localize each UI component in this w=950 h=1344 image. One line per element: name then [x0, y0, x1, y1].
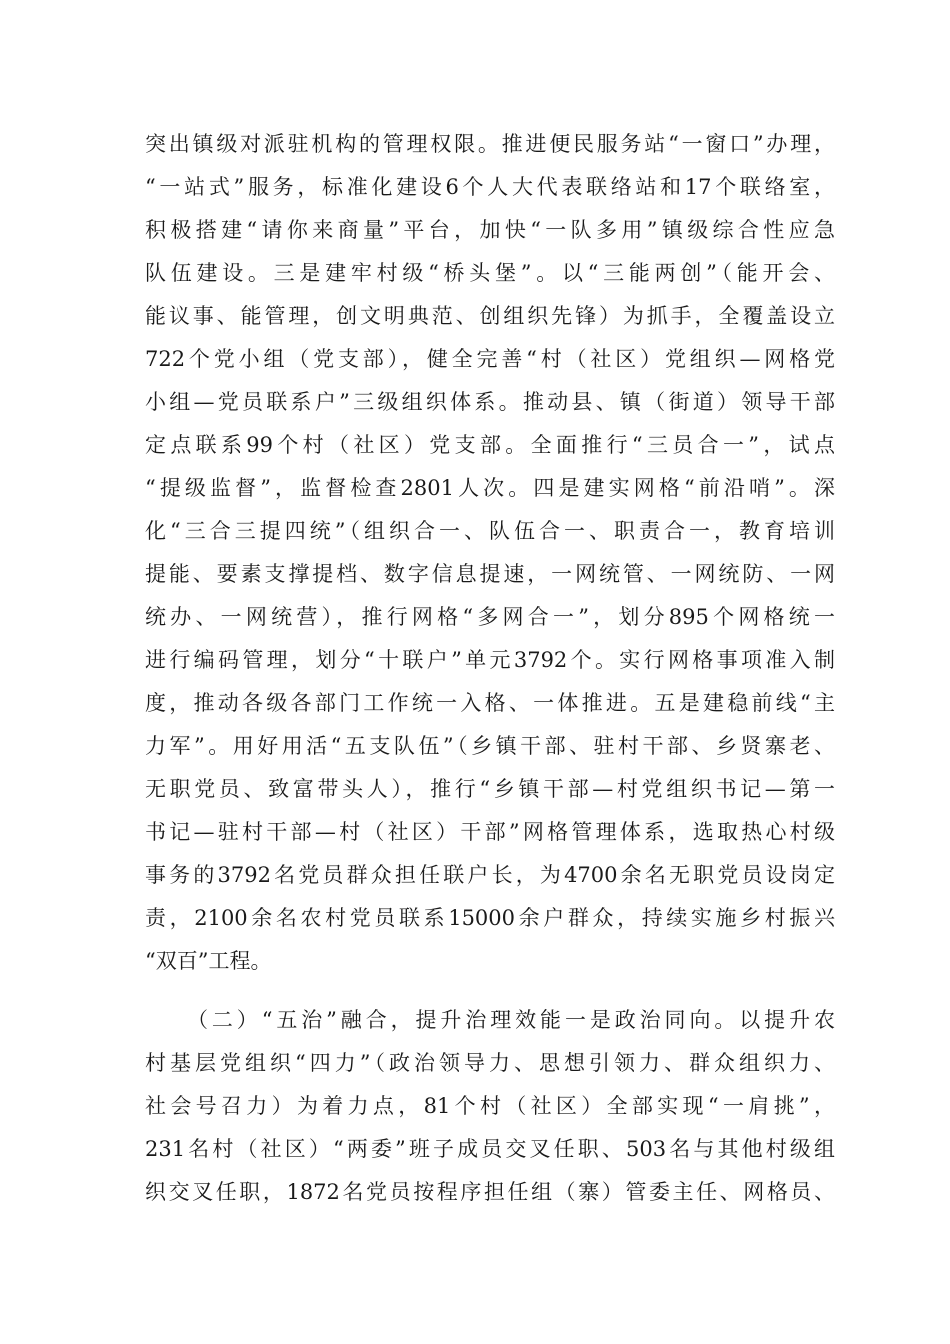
paragraph-1-line-14: 度，推动各级各部门工作统一入格、一体推进。五是建稳前线“主: [145, 691, 835, 715]
paragraph-1-line-13: 进行编码管理，划分“十联户”单元3792个。实行网格事项准入制: [145, 648, 835, 672]
paragraph-1-line-7: 小组—党员联系户”三级组织体系。推动县、镇（街道）领导干部: [145, 390, 835, 414]
paragraph-1-line-3: 积极搭建“请你来商量”平台，加快“一队多用”镇级综合性应急: [145, 218, 835, 242]
paragraph-1-line-8: 定点联系99个村（社区）党支部。全面推行“三员合一”，试点: [145, 433, 835, 457]
paragraph-1-line-11: 提能、要素支撑提档、数字信息提速，一网统管、一网统防、一网: [145, 562, 835, 586]
paragraph-2-line-4: 231名村（社区）“两委”班子成员交叉任职、503名与其他村级组: [145, 1137, 835, 1161]
paragraph-1-line-5: 能议事、能管理，创文明典范、创组织先锋）为抓手，全覆盖设立: [145, 304, 835, 328]
paragraph-1-line-19: 责，2100余名农村党员联系15000余户群众，持续实施乡村振兴: [145, 906, 835, 930]
paragraph-2-line-5: 织交叉任职，1872名党员按程序担任组（寨）管委主任、网格员、: [145, 1180, 835, 1204]
paragraph-1-line-18: 事务的3792名党员群众担任联户长，为4700余名无职党员设岗定: [145, 863, 835, 887]
paragraph-1-line-17: 书记—驻村干部—村（社区）干部”网格管理体系，选取热心村级: [145, 820, 835, 844]
paragraph-1-line-4: 队伍建设。三是建牢村级“桥头堡”。以“三能两创”（能开会、: [145, 261, 835, 285]
paragraph-1-line-2: “一站式”服务，标准化建设6个人大代表联络站和17个联络室，: [145, 175, 835, 199]
paragraph-1-line-6: 722个党小组（党支部），健全完善“村（社区）党组织—网格党: [145, 347, 835, 371]
paragraph-1-line-1: 突出镇级对派驻机构的管理权限。推进便民服务站“一窗口”办理，: [145, 132, 835, 156]
paragraph-1-line-20: “双百”工程。: [145, 949, 272, 973]
paragraph-2-line-2: 村基层党组织“四力”（政治领导力、思想引领力、群众组织力、: [145, 1051, 835, 1075]
paragraph-1-line-15: 力军”。用好用活“五支队伍”（乡镇干部、驻村干部、乡贤寨老、: [145, 734, 835, 758]
paragraph-2-line-3: 社会号召力）为着力点，81个村（社区）全部实现“一肩挑”，: [145, 1094, 835, 1118]
paragraph-1-line-9: “提级监督”，监督检查2801人次。四是建实网格“前沿哨”。深: [145, 476, 835, 500]
paragraph-1-line-10: 化“三合三提四统”（组织合一、队伍合一、职责合一，教育培训: [145, 519, 835, 543]
paragraph-1-line-12: 统办、一网统营），推行网格“多网合一”，划分895个网格统一: [145, 605, 835, 629]
paragraph-1-line-16: 无职党员、致富带头人），推行“乡镇干部—村党组织书记—第一: [145, 777, 835, 801]
paragraph-2-line-1: （二）“五治”融合，提升治理效能一是政治同向。以提升农: [187, 1008, 835, 1032]
